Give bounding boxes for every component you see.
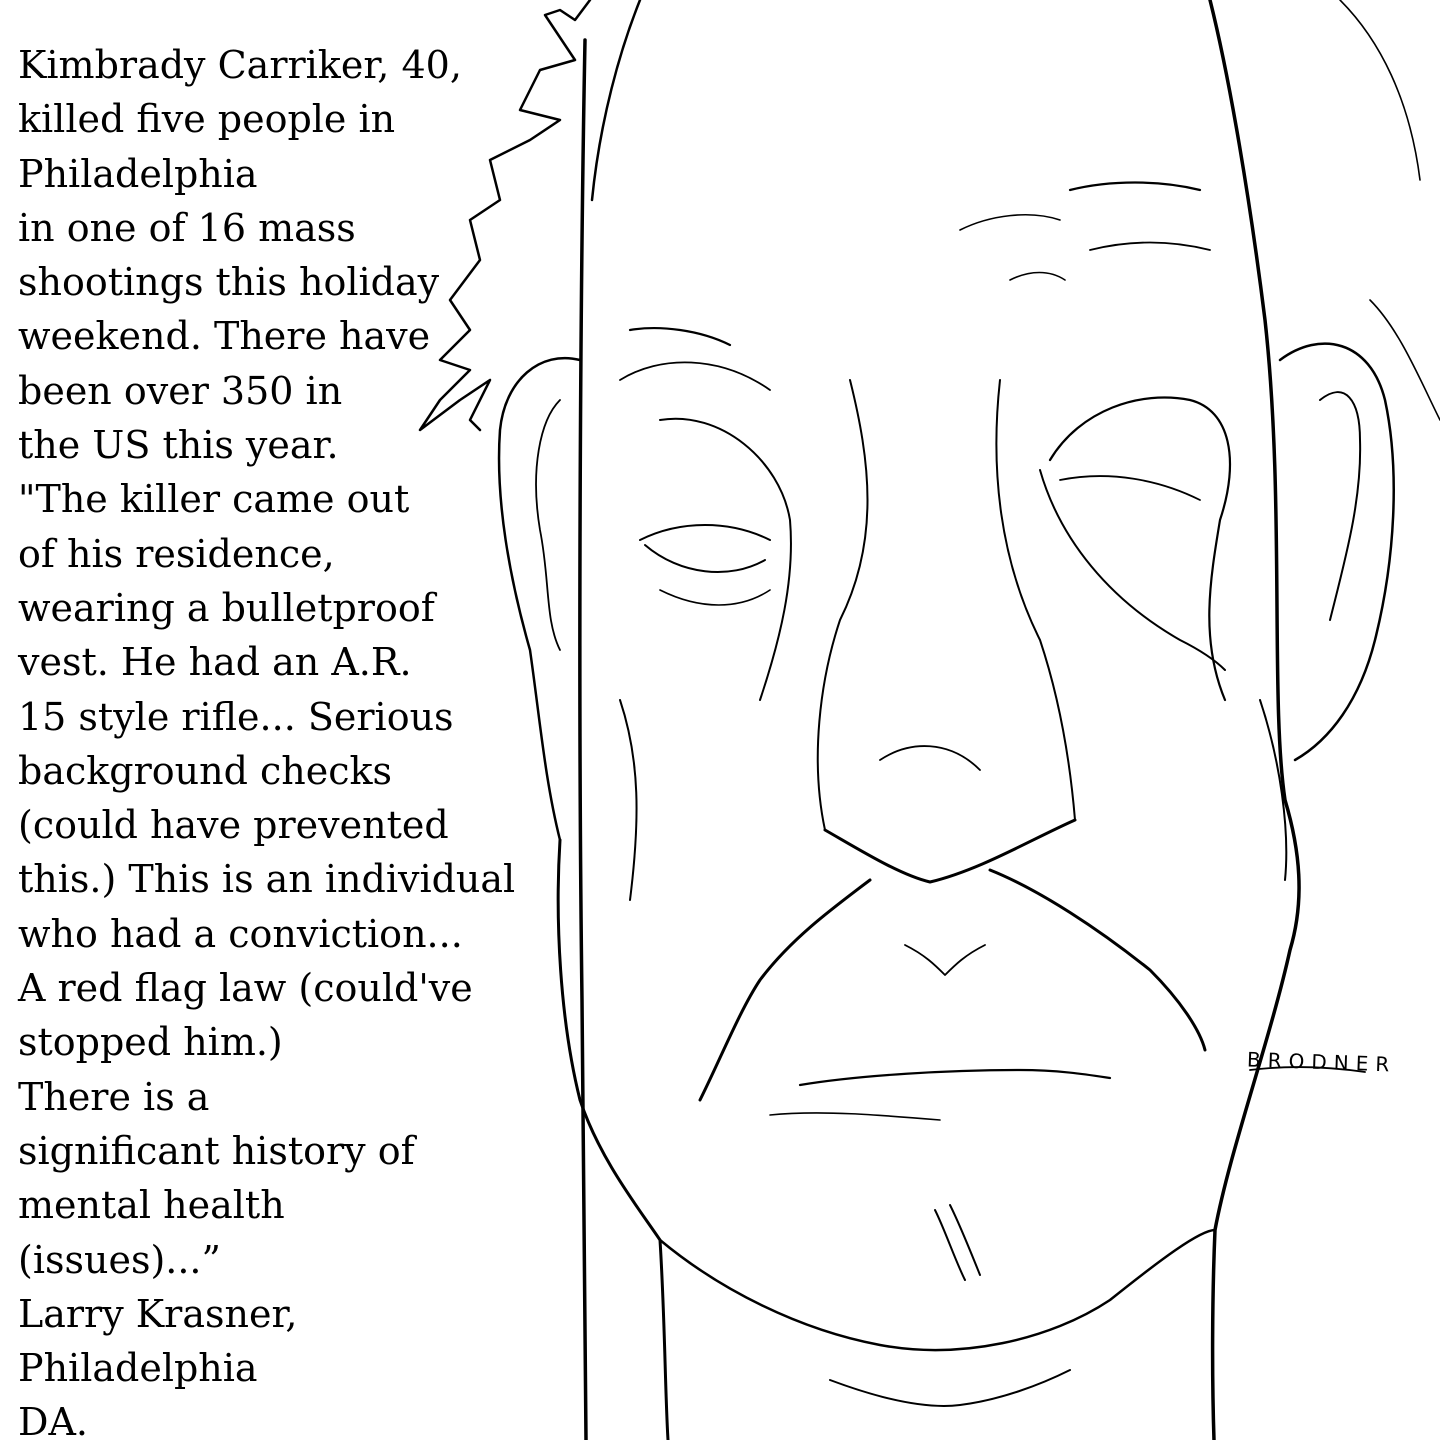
- caption-line: in one of 16 mass: [18, 205, 356, 250]
- caption-line: stopped him.): [18, 1020, 283, 1065]
- caption-line: killed five people in: [18, 97, 396, 142]
- caption-line: vest. He had an A.R.: [18, 640, 412, 685]
- left-eye-lower: [645, 545, 765, 572]
- caption-line: of his residence,: [18, 531, 335, 576]
- caption-line: "The killer came out: [18, 477, 410, 522]
- caption-line: Kimbrady Carriker, 40,: [18, 43, 462, 87]
- caption-line: DA.: [18, 1400, 88, 1440]
- caption-line: weekend. There have: [18, 314, 431, 359]
- lower-lip: [770, 1113, 940, 1120]
- caption-line: the US this year.: [18, 423, 339, 468]
- stubble: [830, 1370, 1070, 1406]
- caption-line: (could have prevented: [18, 803, 449, 848]
- moustache-left: [700, 880, 870, 1100]
- caption-line: been over 350 in: [18, 368, 343, 413]
- left-eye-socket: [660, 419, 791, 700]
- caption-line: A red flag law (could've: [18, 966, 473, 1011]
- caption-line: Larry Krasner,: [18, 1291, 298, 1336]
- nose-bottom: [825, 820, 1075, 882]
- caption-line: Philadelphia: [18, 1346, 258, 1391]
- caption-line: (issues)...”: [18, 1237, 221, 1282]
- hair-right: [1340, 0, 1420, 180]
- caption-line: mental health: [18, 1183, 285, 1228]
- right-eye-lower: [1040, 470, 1225, 670]
- artist-signature: BRODNER: [1246, 1047, 1397, 1077]
- caption-line: who had a conviction...: [18, 911, 463, 956]
- quote-caption: [18, 38, 578, 1440]
- left-eye-bag: [660, 590, 770, 605]
- face-outline-top: [592, 0, 640, 200]
- left-eyebrow: [630, 328, 730, 345]
- caption-line: shootings this holiday: [18, 260, 440, 305]
- chin-outline: [660, 1230, 1215, 1350]
- right-eyebrow-2: [1090, 243, 1210, 251]
- chin-shadow-2: [950, 1205, 980, 1275]
- right-eye-lid: [1060, 476, 1200, 500]
- caption-line: this.) This is an individual: [18, 857, 516, 902]
- caption-line: Philadelphia: [18, 151, 258, 196]
- nose-bridge-right: [996, 380, 1075, 820]
- left-eye-upper: [640, 525, 770, 540]
- caption-line: There is a: [18, 1074, 210, 1119]
- mouth-line: [800, 1070, 1110, 1085]
- nose-tip: [880, 746, 980, 770]
- head-outline-right: [1210, 0, 1299, 1440]
- right-eyebrow: [1070, 183, 1200, 191]
- right-cheek-line: [1260, 700, 1286, 880]
- moustache-right: [990, 870, 1205, 1050]
- head-outline-left: [580, 40, 586, 1440]
- hair-right-2: [1370, 300, 1440, 420]
- caption-line: wearing a bulletproof: [18, 585, 435, 630]
- right-ear: [1280, 344, 1394, 760]
- left-eyebrow-2: [620, 362, 770, 390]
- caption-line: background checks: [18, 748, 393, 793]
- caption-line: 15 style rifle... Serious: [18, 694, 454, 739]
- forehead-crease-2: [1010, 273, 1065, 281]
- forehead-crease: [960, 215, 1060, 230]
- right-ear-inner: [1320, 392, 1360, 620]
- chin-shadow: [935, 1210, 965, 1280]
- philtrum: [905, 945, 985, 975]
- left-cheek-line: [620, 700, 637, 900]
- nose-bridge-left: [818, 380, 868, 830]
- caption-line: significant history of: [18, 1128, 415, 1173]
